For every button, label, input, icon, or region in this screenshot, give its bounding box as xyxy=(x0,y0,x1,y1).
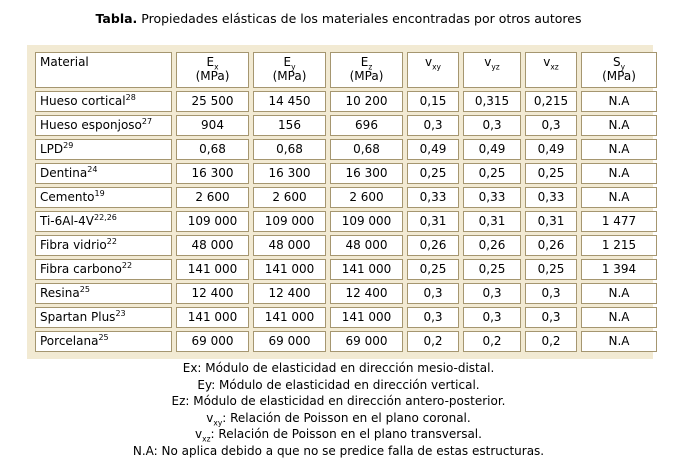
value-cell: 0,49 xyxy=(525,139,577,160)
note-symbol: Ex xyxy=(182,361,198,375)
material-cell xyxy=(35,115,172,136)
value-cell: 0,3 xyxy=(463,283,521,304)
header-cell xyxy=(581,52,657,88)
note-symbol: Ey xyxy=(197,377,212,392)
material-cell xyxy=(35,235,172,256)
header-unit: (MPa) xyxy=(349,69,384,83)
value-cell: 2 600 xyxy=(253,187,326,208)
note-text: : Relación de Poisson en el plano transversal. xyxy=(210,427,482,442)
header-unit: (MPa) xyxy=(272,69,307,83)
value-cell: N.A xyxy=(581,331,657,352)
table-row xyxy=(35,331,657,352)
material-cell xyxy=(35,139,172,160)
reference-superscript: 22 xyxy=(121,261,133,271)
material-name: Resina xyxy=(40,286,80,301)
value-cell: N.A xyxy=(581,91,657,112)
value-cell: 0,26 xyxy=(463,235,521,256)
header-label: v xyxy=(484,55,492,69)
header-unit: (MPa) xyxy=(195,69,230,83)
material-name: Dentina xyxy=(40,166,88,181)
value-cell: 109 000 xyxy=(253,211,326,232)
value-cell: 12 400 xyxy=(176,283,249,304)
header-label: v xyxy=(543,55,551,69)
value-cell: 0,15 xyxy=(407,91,459,112)
note-line xyxy=(0,360,677,377)
value-cell: 141 000 xyxy=(176,307,249,328)
header-label: S xyxy=(612,55,621,69)
material-name: Fibra carbono xyxy=(40,262,122,277)
value-cell: 0,49 xyxy=(463,139,521,160)
note-line xyxy=(0,426,677,443)
value-cell: 0,315 xyxy=(463,91,521,112)
value-cell: 0,3 xyxy=(525,115,577,136)
material-name: LPD xyxy=(40,142,64,157)
note-symbol: Ez xyxy=(171,394,186,409)
value-cell: 0,215 xyxy=(525,91,577,112)
value-cell: 16 300 xyxy=(330,163,403,184)
value-cell: 0,49 xyxy=(407,139,459,160)
material-name: Cemento xyxy=(40,190,95,205)
value-cell: N.A xyxy=(581,187,657,208)
value-cell: 141 000 xyxy=(330,307,403,328)
value-cell: 0,26 xyxy=(525,235,577,256)
value-cell: 0,3 xyxy=(463,115,521,136)
note-line xyxy=(0,377,677,394)
value-cell: 0,3 xyxy=(407,307,459,328)
table-frame xyxy=(27,45,653,359)
header-subscript: z xyxy=(368,62,373,72)
value-cell: 14 450 xyxy=(253,91,326,112)
value-cell: N.A xyxy=(581,115,657,136)
value-cell: 69 000 xyxy=(330,331,403,352)
header-unit: (MPa) xyxy=(602,69,636,83)
note-subscript: xy xyxy=(213,418,223,428)
value-cell: 48 000 xyxy=(330,235,403,256)
caption-lead: Tabla. xyxy=(95,11,138,26)
value-cell: 16 300 xyxy=(176,163,249,184)
value-cell: 141 000 xyxy=(253,307,326,328)
table-row xyxy=(35,307,657,328)
material-name: Fibra vidrio xyxy=(40,238,107,253)
material-name: Ti-6Al-4V xyxy=(40,214,94,229)
header-cell xyxy=(525,52,577,88)
value-cell: 141 000 xyxy=(176,259,249,280)
header-subscript: x xyxy=(214,62,219,72)
value-cell: 0,68 xyxy=(176,139,249,160)
header-cell xyxy=(253,52,326,88)
table-row xyxy=(35,115,657,136)
header-cell xyxy=(407,52,459,88)
note-text: : Módulo de elasticidad en dirección vertical. xyxy=(211,377,480,392)
table-row xyxy=(35,163,657,184)
value-cell: 2 600 xyxy=(176,187,249,208)
value-cell: 0,33 xyxy=(407,187,459,208)
material-cell xyxy=(35,187,172,208)
note-symbol: v xyxy=(206,410,214,425)
value-cell: 12 400 xyxy=(330,283,403,304)
value-cell: 0,3 xyxy=(463,307,521,328)
value-cell: 0,31 xyxy=(407,211,459,232)
properties-table xyxy=(31,49,661,355)
value-cell: 141 000 xyxy=(330,259,403,280)
value-cell: 1 477 xyxy=(581,211,657,232)
material-cell xyxy=(35,307,172,328)
reference-superscript: 29 xyxy=(63,141,74,151)
material-cell xyxy=(35,283,172,304)
header-subscript: y xyxy=(620,62,626,72)
value-cell: 109 000 xyxy=(176,211,249,232)
note-symbol: N.A xyxy=(132,443,154,458)
value-cell: 0,25 xyxy=(463,163,521,184)
header-label: E xyxy=(360,55,369,69)
header-label: E xyxy=(283,55,292,69)
note-text: : No aplica debido a que no se predice falla de estas estructuras. xyxy=(153,443,545,458)
reference-superscript: 22 xyxy=(106,237,117,247)
material-name: Hueso esponjoso xyxy=(40,118,142,133)
value-cell: 0,33 xyxy=(463,187,521,208)
table-caption xyxy=(0,11,677,26)
material-cell xyxy=(35,331,172,352)
value-cell: 0,31 xyxy=(463,211,521,232)
value-cell: N.A xyxy=(581,139,657,160)
header-label: v xyxy=(425,55,433,69)
value-cell: 904 xyxy=(176,115,249,136)
value-cell: 0,33 xyxy=(525,187,577,208)
header-label: Material xyxy=(40,55,89,69)
value-cell: 0,31 xyxy=(525,211,577,232)
header-subscript: xy xyxy=(432,62,441,72)
value-cell: 0,3 xyxy=(525,283,577,304)
table-row xyxy=(35,139,657,160)
value-cell: 0,25 xyxy=(407,163,459,184)
reference-superscript: 19 xyxy=(94,189,105,199)
material-name: Hueso cortical xyxy=(40,94,126,109)
header-cell xyxy=(463,52,521,88)
header-subscript: y xyxy=(291,62,296,72)
value-cell: 48 000 xyxy=(176,235,249,256)
material-name: Spartan Plus xyxy=(40,310,116,325)
table-row xyxy=(35,259,657,280)
material-name: Porcelana xyxy=(40,334,99,349)
reference-superscript: 22,26 xyxy=(93,213,117,223)
value-cell: 0,25 xyxy=(525,163,577,184)
value-cell: 696 xyxy=(330,115,403,136)
reference-superscript: 27 xyxy=(141,117,153,127)
material-cell xyxy=(35,91,172,112)
value-cell: 1 394 xyxy=(581,259,657,280)
caption-text: Propiedades elásticas de los materiales encontradas por otros autores xyxy=(137,11,582,26)
value-cell: 0,2 xyxy=(407,331,459,352)
value-cell: N.A xyxy=(581,307,657,328)
value-cell: 0,2 xyxy=(525,331,577,352)
note-text: : Relación de Poisson en el plano coronal. xyxy=(222,410,471,425)
header-row xyxy=(35,52,657,88)
reference-superscript: 25 xyxy=(98,333,109,343)
value-cell: 1 215 xyxy=(581,235,657,256)
table-row xyxy=(35,187,657,208)
value-cell: 69 000 xyxy=(176,331,249,352)
note-text: : Módulo de elasticidad en dirección antero-posterior. xyxy=(185,394,506,409)
note-symbol: v xyxy=(195,427,203,442)
note-subscript: xz xyxy=(202,434,211,444)
value-cell: N.A xyxy=(581,163,657,184)
value-cell: 69 000 xyxy=(253,331,326,352)
header-cell xyxy=(176,52,249,88)
value-cell: 0,68 xyxy=(330,139,403,160)
value-cell: 0,25 xyxy=(463,259,521,280)
note-line xyxy=(0,410,677,427)
value-cell: 0,2 xyxy=(463,331,521,352)
reference-superscript: 25 xyxy=(79,285,90,295)
value-cell: 10 200 xyxy=(330,91,403,112)
value-cell: 16 300 xyxy=(253,163,326,184)
reference-superscript: 24 xyxy=(87,165,98,175)
table-row xyxy=(35,91,657,112)
value-cell: 25 500 xyxy=(176,91,249,112)
note-line xyxy=(0,393,677,410)
table-body xyxy=(35,52,657,352)
header-subscript: yz xyxy=(491,62,500,72)
value-cell: 0,68 xyxy=(253,139,326,160)
table-notes xyxy=(0,360,677,460)
value-cell: N.A xyxy=(581,283,657,304)
value-cell: 48 000 xyxy=(253,235,326,256)
value-cell: 141 000 xyxy=(253,259,326,280)
value-cell: 0,25 xyxy=(525,259,577,280)
material-cell xyxy=(35,163,172,184)
header-subscript: xz xyxy=(550,62,559,72)
value-cell: 0,26 xyxy=(407,235,459,256)
value-cell: 109 000 xyxy=(330,211,403,232)
value-cell: 12 400 xyxy=(253,283,326,304)
table-row xyxy=(35,235,657,256)
material-cell xyxy=(35,211,172,232)
table-row xyxy=(35,283,657,304)
table-row xyxy=(35,211,657,232)
value-cell: 2 600 xyxy=(330,187,403,208)
material-cell xyxy=(35,259,172,280)
value-cell: 0,3 xyxy=(407,115,459,136)
value-cell: 0,3 xyxy=(407,283,459,304)
header-cell xyxy=(330,52,403,88)
value-cell: 0,3 xyxy=(525,307,577,328)
reference-superscript: 28 xyxy=(125,93,136,103)
reference-superscript: 23 xyxy=(115,309,126,319)
note-text: : Módulo de elasticidad en dirección mesio-distal. xyxy=(197,361,495,375)
value-cell: 156 xyxy=(253,115,326,136)
value-cell: 0,25 xyxy=(407,259,459,280)
header-cell xyxy=(35,52,172,88)
header-label: E xyxy=(206,55,215,69)
note-line xyxy=(0,443,677,460)
